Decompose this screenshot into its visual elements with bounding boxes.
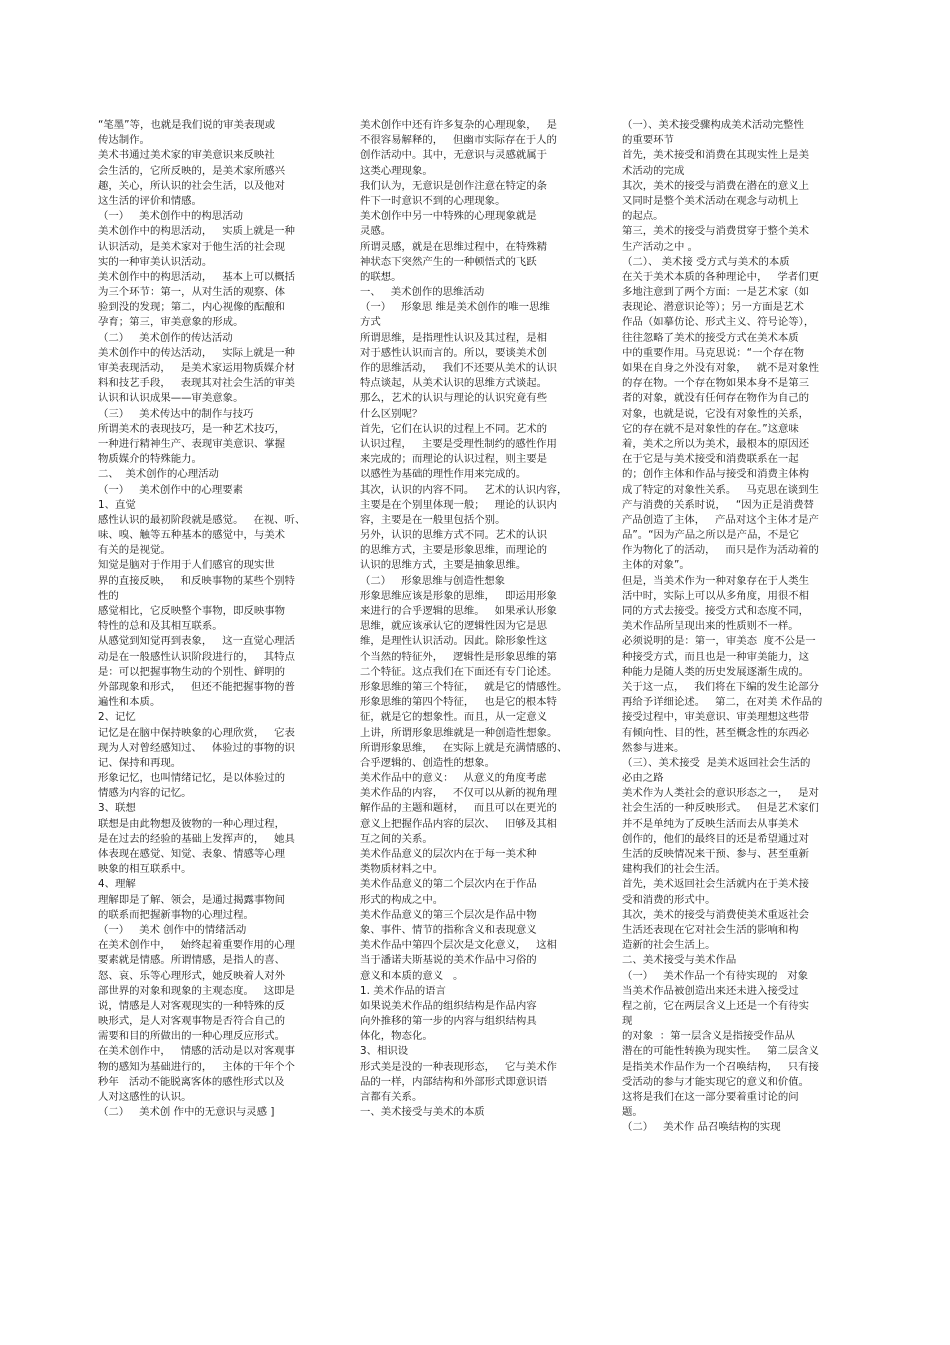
text-line: 体表现在感觉、知觉、表象、情感等心理 bbox=[98, 848, 286, 860]
text-line: 以感性为基础的理性作用来完成的。 bbox=[360, 468, 527, 481]
text-line: 生活的反映情况来干预、参与、甚至重新 bbox=[622, 848, 810, 860]
text-line: 感觉相比，它反映整个事物，即反映事物 bbox=[98, 605, 286, 617]
text-line: 当于潘诺夫斯基说的美术作品中习俗的 bbox=[360, 954, 537, 967]
text-line: 另外，认识的思维方式不同。艺术的认识 bbox=[360, 529, 548, 542]
text-line: 这将是我们在这一部分要着重讨论的问 bbox=[622, 1091, 799, 1103]
text-line: 对象，也就是说，它没有对象性的关系， bbox=[622, 407, 810, 420]
text-line: 种能力是随人类的历史发展逐渐生成的。 bbox=[622, 665, 810, 678]
text-line: 接受过程中，审美意识、审美理想这些带 bbox=[622, 711, 810, 724]
text-line: 味、嗅、触等五种基本的感觉中，与美术 bbox=[98, 529, 286, 542]
text-line: 现 bbox=[622, 1015, 633, 1028]
text-line: （一） 美术 创作中的情绪活动 bbox=[98, 923, 247, 936]
text-line: 作品（如摹仿论、形式主义、符号论等）， bbox=[622, 316, 815, 329]
text-line: 联想是由此物想及彼物的一种心理过程， bbox=[98, 817, 286, 830]
text-line: 必须说明的是：第一，审美态 度不公是一 bbox=[622, 635, 816, 648]
text-line: 如果说美术作品的组织结构是作品内容 bbox=[360, 999, 537, 1012]
text-line: 社会生活的一种反映形式。 但是艺术家们 bbox=[622, 802, 819, 815]
text-line: 的思维方式，主要是形象思维，而理论的 bbox=[360, 544, 548, 557]
text-line: 美术作品所呈现出来的性质则不一样。 bbox=[622, 620, 799, 633]
text-line: 需要和目的所做出的一种心理反应形式。 bbox=[98, 1030, 286, 1043]
text-line: 来进行的合乎逻辑的思维。 如果承认形象 bbox=[360, 605, 557, 617]
text-line: 多地注意到了两个方面：一是艺术家（如 bbox=[622, 286, 810, 299]
text-line: 美术书通过美术家的审美意识来反映社 bbox=[98, 149, 275, 162]
text-line: 人对这感性的认识。 bbox=[98, 1091, 192, 1103]
text-line: 情感为内容的记忆。 bbox=[98, 787, 192, 800]
text-line: 并不是单纯为了反映生活而去从事美术 bbox=[622, 817, 799, 830]
text-line: 灵感。 bbox=[360, 225, 392, 238]
text-line: 趣，关心，所认识的社会生活，以及他对 bbox=[98, 179, 286, 192]
text-line: 映形式，是人对客观事物是否符合自己的 bbox=[98, 1015, 286, 1028]
text-line: 说，情感是人对客观现实的一种特殊的反 bbox=[98, 999, 286, 1012]
text-line: （二）、 美术接 受方式与美术的本质 bbox=[622, 255, 790, 268]
text-line: 理解即是了解、领会，是通过揭露事物间 bbox=[98, 893, 286, 906]
text-line: 我们认为，无意识是创作注意在特定的条 bbox=[360, 179, 548, 192]
text-line: （二） 美术作 品召唤结构的实现 bbox=[622, 1121, 781, 1134]
text-line: 然参与进来。 bbox=[622, 741, 685, 754]
text-line: 的起点。 bbox=[622, 210, 664, 223]
text-line: 生活还表现在它对社会生活的影响和构 bbox=[622, 923, 799, 936]
text-line: 中的重要作用。马克思说：“一个存在物 bbox=[622, 346, 805, 359]
text-line: 美术创作中另一中特殊的心理现象就是 bbox=[360, 210, 537, 223]
text-line: 但是，当美术作为一种对象存在于人类生 bbox=[622, 574, 810, 587]
text-line: 现为人对曾经感知过、 体验过的事物的识 bbox=[98, 741, 295, 754]
text-line: 那么，艺术的认识与理论的认识究竟有些 bbox=[360, 392, 548, 405]
text-line: 产与消费的关系时说， “因为正是消费替 bbox=[622, 498, 814, 511]
text-line: 互之间的关系。 bbox=[360, 832, 433, 845]
text-line: 认识和认识成果——审美意象。 bbox=[98, 392, 244, 405]
text-line: 二、 美术创作的心理活动 bbox=[98, 468, 219, 481]
text-line: 映象的相互联系中。 bbox=[98, 863, 192, 876]
text-line: 特点谈起，从美术认识的思维方式谈起。 bbox=[360, 377, 548, 390]
text-line: 有关的是视觉。 bbox=[98, 544, 171, 557]
text-line: 形象记忆，也叫情绪记忆，是以体验过的 bbox=[98, 772, 286, 785]
text-line: 的；创作主体和作品与接受和消费主体构 bbox=[622, 468, 810, 481]
text-line: 解作品的主题和题材， 而且可以在更光的 bbox=[360, 802, 557, 815]
text-line: 成了特定的对象性关系。 马克思在谈到生 bbox=[622, 483, 819, 496]
text-line: 受活动的参与才能实现它的意义和价值。 bbox=[622, 1075, 810, 1088]
text-line: 记忆是在脑中保持映象的心理欣赏， 它表 bbox=[98, 726, 295, 739]
text-line: 美术作品中第四个层次是文化意义， 这相 bbox=[360, 939, 557, 952]
text-line: 物的感知为基础进行的， 主体的干年个个 bbox=[98, 1060, 295, 1073]
text-line: 美术创作中的传达活动， 实际上就是一种 bbox=[98, 346, 295, 359]
text-line: 从感觉到知觉再到表象， 这一直觉心理活 bbox=[98, 635, 295, 648]
text-line: （一）、美术接受骤构成美术活动完整性 bbox=[622, 119, 804, 131]
text-line: 造新的社会生活上。 bbox=[622, 939, 716, 952]
text-line: 4、理解 bbox=[98, 878, 136, 891]
text-line: 来完成的；而理论的认识过程，则主要是 bbox=[360, 453, 548, 466]
text-line: 创作活动中。其中，无意识与灵感就属于 bbox=[360, 149, 548, 162]
text-line: （一） 美术创作中的心理要素 bbox=[98, 483, 243, 496]
text-line: 容，主要是在一般里包括个别。 bbox=[360, 513, 506, 526]
text-line: 首先，美术返回社会生活就内在于美术接 bbox=[622, 878, 810, 891]
text-line: 所谓思维，是指理性认识及其过程，是相 bbox=[360, 331, 548, 344]
text-line: 作为物化了的活动， 而只是作为活动着的 bbox=[622, 544, 819, 557]
text-line: 界的直接反映， 和反映事物的某些个别特 bbox=[98, 574, 295, 587]
text-line: 体化，物态化。 bbox=[360, 1030, 433, 1043]
text-line: 知觉是脑对于作用于人们感官的现实世 bbox=[98, 559, 275, 572]
text-line: 向外推移的第一步的内容与组织结构具 bbox=[360, 1015, 537, 1028]
text-column-left bbox=[98, 118, 338, 1120]
text-line: 1. 美术作品的语言 bbox=[360, 984, 446, 997]
text-line: 形式美是没的一种表现形态， 它与美术作 bbox=[360, 1060, 557, 1073]
text-line: 特性的总和及其相互联系。 bbox=[98, 620, 223, 633]
text-line: 料和技艺手段， 表现其对社会生活的审美 bbox=[98, 377, 295, 390]
text-line: 受和消费的形式中。 bbox=[622, 893, 716, 906]
text-line: 第三，美术的接受与消费贯穿于整个美术 bbox=[622, 225, 810, 238]
text-line: 的存在物。一个存在物如果本身不是第三 bbox=[622, 377, 810, 390]
text-line: （三）、美术接受 是美术返回社会生活的 bbox=[622, 756, 811, 769]
text-line: 有倾向性、目的性，甚至概念性的东西必 bbox=[622, 726, 810, 739]
text-line: 如果在自身之外没有对象， 就不是对象性 bbox=[622, 362, 819, 374]
text-line: 潜在的可能性转换为现实性。 第二层含义 bbox=[622, 1045, 819, 1058]
text-line: 其次，美术的接受与消费在潜在的意义上 bbox=[622, 179, 810, 192]
text-line: 形式的构成之中。 bbox=[360, 893, 444, 906]
text-line: 主要是在个别里体现一般； 理论的认识内 bbox=[360, 498, 557, 511]
text-line: 认识活动，是美术家对于他生活的社会现 bbox=[98, 240, 286, 253]
text-line: 这类心理现象。 bbox=[360, 164, 433, 177]
text-line: 美术作品意义的第三个层次是作品中物 bbox=[360, 908, 537, 921]
text-line: 一、 美术创作的思维活动 bbox=[360, 286, 485, 299]
text-line: 为三个环节：第一，从对生活的观察、体 bbox=[98, 286, 286, 299]
text-line: 的联系而把握新事物的心理过程。 bbox=[98, 908, 254, 921]
text-line: 美术作品意义的层次内在于每一美术种 bbox=[360, 848, 537, 860]
text-line: 神状态下突然产生的一种顿悟式的飞跃 bbox=[360, 255, 537, 268]
text-line: 所谓美术的表现技巧，是一种艺术技巧， bbox=[98, 422, 286, 435]
text-line: 一种进行精神生产、表现审美意识、掌握 bbox=[98, 437, 286, 450]
text-line: 方式 bbox=[360, 316, 381, 329]
text-line: （三） 美术传达中的制作与技巧 bbox=[98, 407, 254, 420]
text-line: 者的对象，就没有任何存在物作为自己的 bbox=[622, 392, 810, 405]
text-line: 品”。“因为产品之所以是产品，不是它 bbox=[622, 529, 800, 542]
text-line: 意义上把握作品内容的层次、 旧够及其相 bbox=[360, 817, 557, 830]
text-line: 外部现象和形式， 但还不能把握事物的普 bbox=[98, 680, 295, 693]
text-line: 美术作为人类社会的意识形态之一， 是对 bbox=[622, 787, 819, 800]
text-line: 对于感性认识而言的。所以，要谈美术创 bbox=[360, 346, 548, 359]
text-line: 程之前，它在两层含义上还是一个有待实 bbox=[622, 999, 810, 1012]
text-line: 首先，美术接受和消费在其现实性上是美 bbox=[622, 149, 810, 162]
text-line: 其次，美术的接受与消费使美术重返社会 bbox=[622, 908, 810, 921]
text-line: 美术创作中的构思活动， 基本上可以概括 bbox=[98, 270, 295, 283]
text-line: 3、联想 bbox=[98, 802, 136, 815]
text-line: 美术作品意义的第二个层次内在于作品 bbox=[360, 878, 537, 891]
text-line: 题。 bbox=[622, 1106, 643, 1119]
text-line: 1、直觉 bbox=[98, 498, 136, 511]
text-line: 记、保持和再现。 bbox=[98, 756, 182, 769]
text-line: 美术作品的内容， 不仅可以从新的视角理 bbox=[360, 787, 557, 800]
text-line: 的重要环节 bbox=[622, 134, 674, 147]
text-line: 是在过去的经验的基础上发挥声的， 她具 bbox=[98, 832, 295, 845]
text-line: 的对象 ：第一层含义是指接受作品从 bbox=[622, 1030, 795, 1043]
text-line: 二个特征。这点我们在下面还有专门论述。 bbox=[360, 665, 558, 678]
text-line: 二、美术接受与美术作品 bbox=[622, 954, 737, 967]
text-line: 件下一时意识不到的心理现象。 bbox=[360, 194, 506, 207]
text-line: 什么区别呢？ bbox=[360, 407, 423, 420]
text-line: 孕育；第三，审美意象的形成。 bbox=[98, 316, 244, 329]
text-line: 生产活动之中 。 bbox=[622, 240, 699, 253]
text-line: 不很容易解释的， 但幽市实际存在于人的 bbox=[360, 134, 557, 147]
text-line: 往往忽略了美术的接受方式在美术本质 bbox=[622, 331, 799, 344]
text-line: 合乎逻辑的、创造性的想象。 bbox=[360, 756, 496, 769]
text-line: 品的一样，内部结构和外部形式即意识语 bbox=[360, 1075, 548, 1088]
text-line: 认识的思维方式，主要是抽象思维。 bbox=[360, 559, 527, 572]
text-line: 活中时，实际上可以从多角度，用很不相 bbox=[622, 589, 810, 602]
text-line: 美术创作中的构思活动， 实质上就是一种 bbox=[98, 225, 295, 238]
text-line: （二） 美术创 作中的无意识与灵感 ] bbox=[98, 1106, 275, 1119]
text-line: 征，就是它的想象性。而且，从一定意义 bbox=[360, 711, 548, 724]
text-line: 的联想。 bbox=[360, 270, 402, 283]
text-line: 物质媒介的特殊能力。 bbox=[98, 453, 202, 466]
text-line: 部世界的对象和现象的主观态度。 这即是 bbox=[98, 984, 295, 997]
text-line: 言都有关系。 bbox=[360, 1091, 423, 1103]
text-line: 所谓形象思维， 在实际上就是充满情感的、 bbox=[360, 741, 568, 754]
text-column-middle bbox=[360, 118, 600, 1120]
text-line: 美术创作中还有许多复杂的心理现象， 是 bbox=[360, 119, 557, 131]
text-line: （二） 美术创作的传达活动 bbox=[98, 331, 233, 344]
text-line: 在美术创作中， 始终起着重要作用的心理 bbox=[98, 939, 295, 952]
text-line: 会生活的，它所反映的，是美术家所感兴 bbox=[98, 164, 286, 177]
text-line: 思维，就应该承认它的逻辑性因为它是思 bbox=[360, 620, 548, 633]
text-line: 形象思维的第三个特征， 就是它的情感性。 bbox=[360, 680, 568, 693]
text-line: 在于它是与美术接受和消费联系在一起 bbox=[622, 453, 799, 466]
text-line: 在美术创作中， 情感的活动是以对客观事 bbox=[98, 1045, 295, 1058]
text-line: 它的存在就不是对象性的存在。”这意味 bbox=[622, 422, 799, 435]
text-line: 创作的，他们的最终目的还是希望通过对 bbox=[622, 832, 810, 845]
text-line: （一） 形象思 维是美术创作的唯一思维 bbox=[360, 301, 550, 314]
text-line: 2、记忆 bbox=[98, 711, 136, 724]
text-column-right bbox=[622, 118, 862, 1136]
text-line: 审美表现活动， 是美术家运用物质媒介材 bbox=[98, 362, 295, 374]
text-line: 关于这一点， 我们将在下编的发生论部分 bbox=[622, 680, 819, 693]
text-line: 建构我们的社会生活。 bbox=[622, 863, 726, 876]
text-line: 3、相识设 bbox=[360, 1045, 409, 1058]
text-line: 类物质材料之中。 bbox=[360, 863, 444, 876]
text-line: 术活动的完成 bbox=[622, 164, 685, 177]
text-line: 同的方式去接受。接受方式和态度不同， bbox=[622, 605, 810, 617]
text-line: 又同时是整个美术活动在观念与动机上 bbox=[622, 194, 799, 207]
text-line: 要素就是情感。所谓情感，是指人的喜、 bbox=[98, 954, 286, 967]
text-line: 是：可以把握事物生动的个别性、鲜明的 bbox=[98, 665, 286, 678]
text-line: 其次，认识的内容不同。 艺术的认识内容， bbox=[360, 483, 568, 496]
text-line: 传达制作。 bbox=[98, 134, 150, 147]
text-line: 一、美术接受与美术的本质 bbox=[360, 1106, 485, 1119]
text-line: 形象思维的第四个特征， 也是它的根本特 bbox=[360, 696, 557, 709]
text-line: 所谓灵感，就是在思维过程中，在特殊精 bbox=[360, 240, 548, 253]
text-line: （一） 美术创作中的构思活动 bbox=[98, 210, 243, 223]
text-line: 象、事件、情节的指称含义和表现意义 bbox=[360, 923, 537, 936]
text-line: 再给予详细论述。 第二，在对美 术作品的 bbox=[622, 696, 823, 709]
text-line: 意义和本质的意义 。 bbox=[360, 969, 464, 982]
text-line: 遍性和本质。 bbox=[98, 696, 161, 709]
text-line: 实的一种审美认识活动。 bbox=[98, 255, 213, 268]
text-line: 上讲，所谓形象思维就是一种创造性想象。 bbox=[360, 726, 558, 739]
text-line: 形象思维应该是形象的思维， 即运用形象 bbox=[360, 589, 557, 602]
text-line: 是指美术作品作为一个召唤结构， 只有接 bbox=[622, 1060, 819, 1073]
text-line: 美术作品中的意义： 从意义的角度考虑 bbox=[360, 772, 547, 785]
text-line: 这生活的评价和情感。 bbox=[98, 194, 202, 207]
text-line: “笔墨”等，也就是我们说的审美表现或 bbox=[98, 119, 276, 131]
text-line: 首先，它们在认识的过程上不同。艺术的 bbox=[360, 422, 548, 435]
text-line: 性的 bbox=[98, 589, 119, 602]
text-line: 当美术作品被创造出来还未进入接受过 bbox=[622, 984, 799, 997]
text-line: 感性认识的最初阶段就是感觉。 在视、听、 bbox=[98, 513, 306, 526]
text-line: 维，是理性认识活动。因此。除形象性这 bbox=[360, 635, 548, 648]
text-line: （一） 美术作品一个有待实现的 对象 bbox=[622, 969, 809, 982]
text-line: 认识过程， 主要是受理性制约的感性作用 bbox=[360, 437, 557, 450]
text-line: 秒年 活动不能脱离客体的感性形式以及 bbox=[98, 1075, 285, 1088]
text-line: 动是在一般感性认识阶段进行的， 其特点 bbox=[98, 650, 295, 663]
text-line: 怒、哀、乐等心理形式，她反映着人对外 bbox=[98, 969, 286, 982]
text-line: 验到没的发现；第二，内心视像的酝酿和 bbox=[98, 301, 286, 314]
text-line: 产品创造了主体， 产品对这个主体才是产 bbox=[622, 513, 819, 526]
text-line: 表现论、潜意识论等）；另一方面是艺术 bbox=[622, 301, 804, 314]
text-line: 在关于美术本质的各种理论中， 学者们更 bbox=[622, 270, 819, 283]
text-line: 种接受方式，而且也是一种审美能力，这 bbox=[622, 650, 810, 663]
text-line: 必由之路 bbox=[622, 772, 664, 785]
text-line: （二） 形象思维与创造性想象 bbox=[360, 574, 505, 587]
text-line: 作的思维活动， 我们不还要从美术的认识 bbox=[360, 362, 557, 374]
text-line: 着，美术之所以为美术，最根本的原因还 bbox=[622, 437, 810, 450]
text-line: 主体的对象”。 bbox=[622, 559, 690, 572]
text-line: 个当然的特征外， 逻辑性是形象思维的第 bbox=[360, 650, 557, 663]
